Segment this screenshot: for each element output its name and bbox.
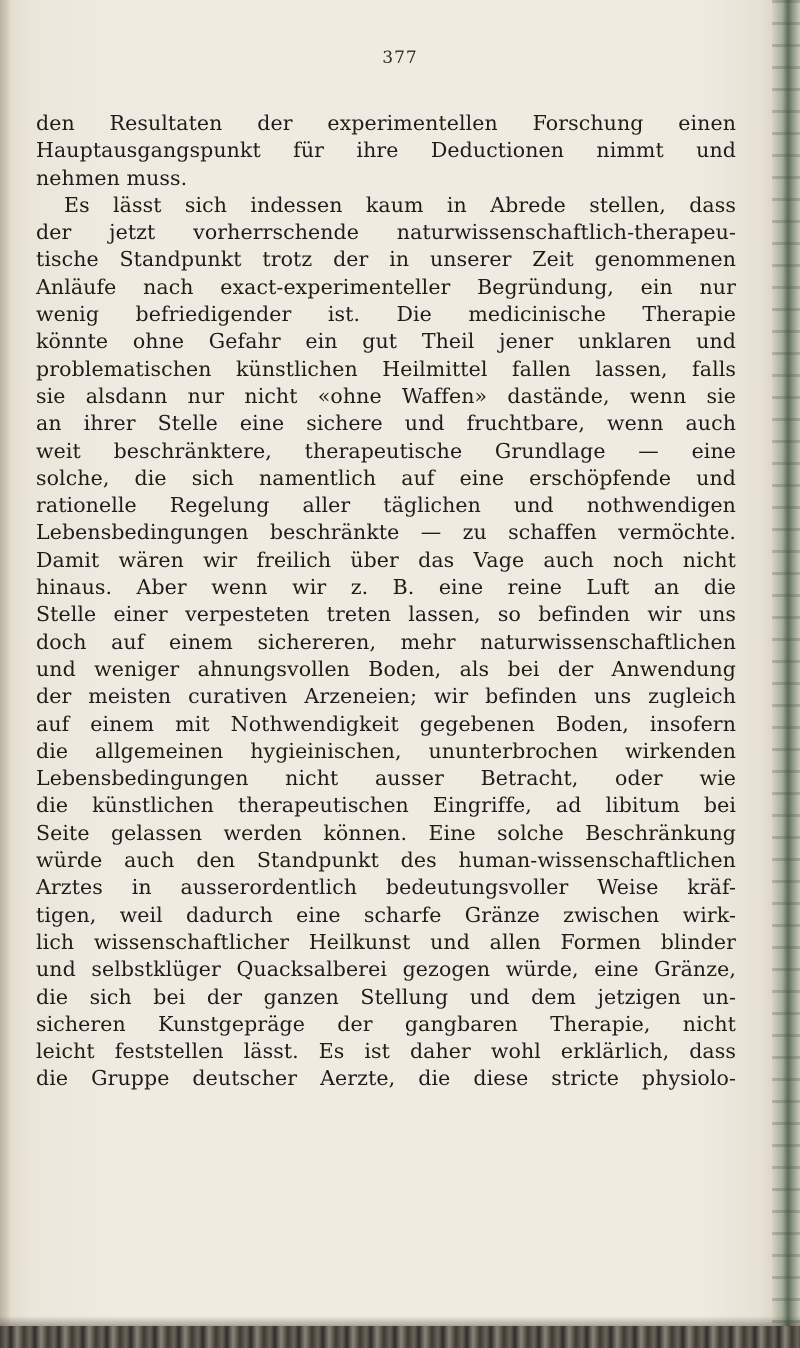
text-line: würde auch den Standpunkt des human-wissenschaftlichen <box>36 848 736 873</box>
page-bottom-edge <box>0 1326 800 1348</box>
text-line: Hauptausgangspunkt für ihre Deductionen nimmt und <box>36 138 736 163</box>
text-line: der meisten curativen Arzeneien; wir befinden uns zugleich <box>36 684 736 709</box>
text-line: Stelle einer verpesteten treten lassen, so befinden wir uns <box>36 602 736 627</box>
text-line: leicht feststellen lässt. Es ist daher wohl erklärlich, dass <box>36 1039 736 1064</box>
text-line: tigen, weil dadurch eine scharfe Gränze zwischen wirk- <box>36 902 736 927</box>
text-line: doch auf einem sichereren, mehr naturwissenschaftlichen <box>36 629 736 654</box>
page-bottom-shadow <box>0 1316 800 1326</box>
text-line: tische Standpunkt trotz der in unserer Zeit genommenen <box>36 247 736 272</box>
text-line: und selbstklüger Quacksalberei gezogen würde, eine Gränze, <box>36 957 736 982</box>
page-number: 377 <box>382 48 418 68</box>
text-line: Seite gelassen werden können. Eine solche Beschränkung <box>36 820 736 845</box>
text-line: Lebensbedingungen nicht ausser Betracht, oder wie <box>36 766 736 791</box>
text-line: die Gruppe deutscher Aerzte, die diese stricte physiolo- <box>36 1066 736 1091</box>
text-line: problematischen künstlichen Heilmittel fallen lassen, falls <box>36 356 736 381</box>
text-line: Anläufe nach exact-experimenteller Begründung, ein nur <box>36 274 736 299</box>
text-line: wenig befriedigender ist. Die medicinische Therapie <box>36 302 736 327</box>
text-line: den Resultaten der experimentellen Forschung einen <box>36 111 736 135</box>
text-line: die allgemeinen hygieinischen, ununterbrochen wirkenden <box>36 738 736 763</box>
text-line: an ihrer Stelle eine sichere und fruchtbare, wenn auch <box>36 411 736 436</box>
text-line: solche, die sich namentlich auf eine erschöpfende und <box>36 465 736 490</box>
page-edge-right <box>772 0 800 1348</box>
text-line: Es lässt sich indessen kaum in Abrede stellen, dass <box>64 192 736 217</box>
text-line: hinaus. Aber wenn wir z. B. eine reine Luft an die <box>36 575 736 600</box>
text-line: auf einem mit Nothwendigkeit gegebenen Boden, insofern <box>36 711 736 736</box>
text-line: die künstlichen therapeutischen Eingriffe, ad libitum bei <box>36 793 736 818</box>
text-line: Damit wären wir freilich über das Vage auch noch nicht <box>36 547 736 572</box>
text-line: weit beschränktere, therapeutische Grundlage — eine <box>36 438 736 463</box>
text-line: die sich bei der ganzen Stellung und dem jetzigen un- <box>36 984 736 1009</box>
text-line: nehmen muss. <box>36 165 188 190</box>
text-line: Lebensbedingungen beschränkte — zu schaffen vermöchte. <box>36 520 736 545</box>
text-line: rationelle Regelung aller täglichen und nothwendigen <box>36 493 736 518</box>
text-line: lich wissenschaftlicher Heilkunst und allen Formen blinder <box>36 929 736 954</box>
text-line: könnte ohne Gefahr ein gut Theil jener unklaren und <box>36 329 736 354</box>
text-line: und weniger ahnungsvollen Boden, als bei der Anwendung <box>36 656 736 681</box>
body-text <box>36 110 736 1093</box>
text-line: sie alsdann nur nicht «ohne Waffen» dastände, wenn sie <box>36 383 736 408</box>
text-line: der jetzt vorherrschende naturwissenschaftlich-therapeu- <box>36 220 736 245</box>
page-gutter-left <box>0 0 10 1348</box>
text-line: sicheren Kunstgepräge der gangbaren Therapie, nicht <box>36 1011 736 1036</box>
text-line: Arztes in ausserordentlich bedeutungsvoller Weise kräf- <box>36 875 736 900</box>
